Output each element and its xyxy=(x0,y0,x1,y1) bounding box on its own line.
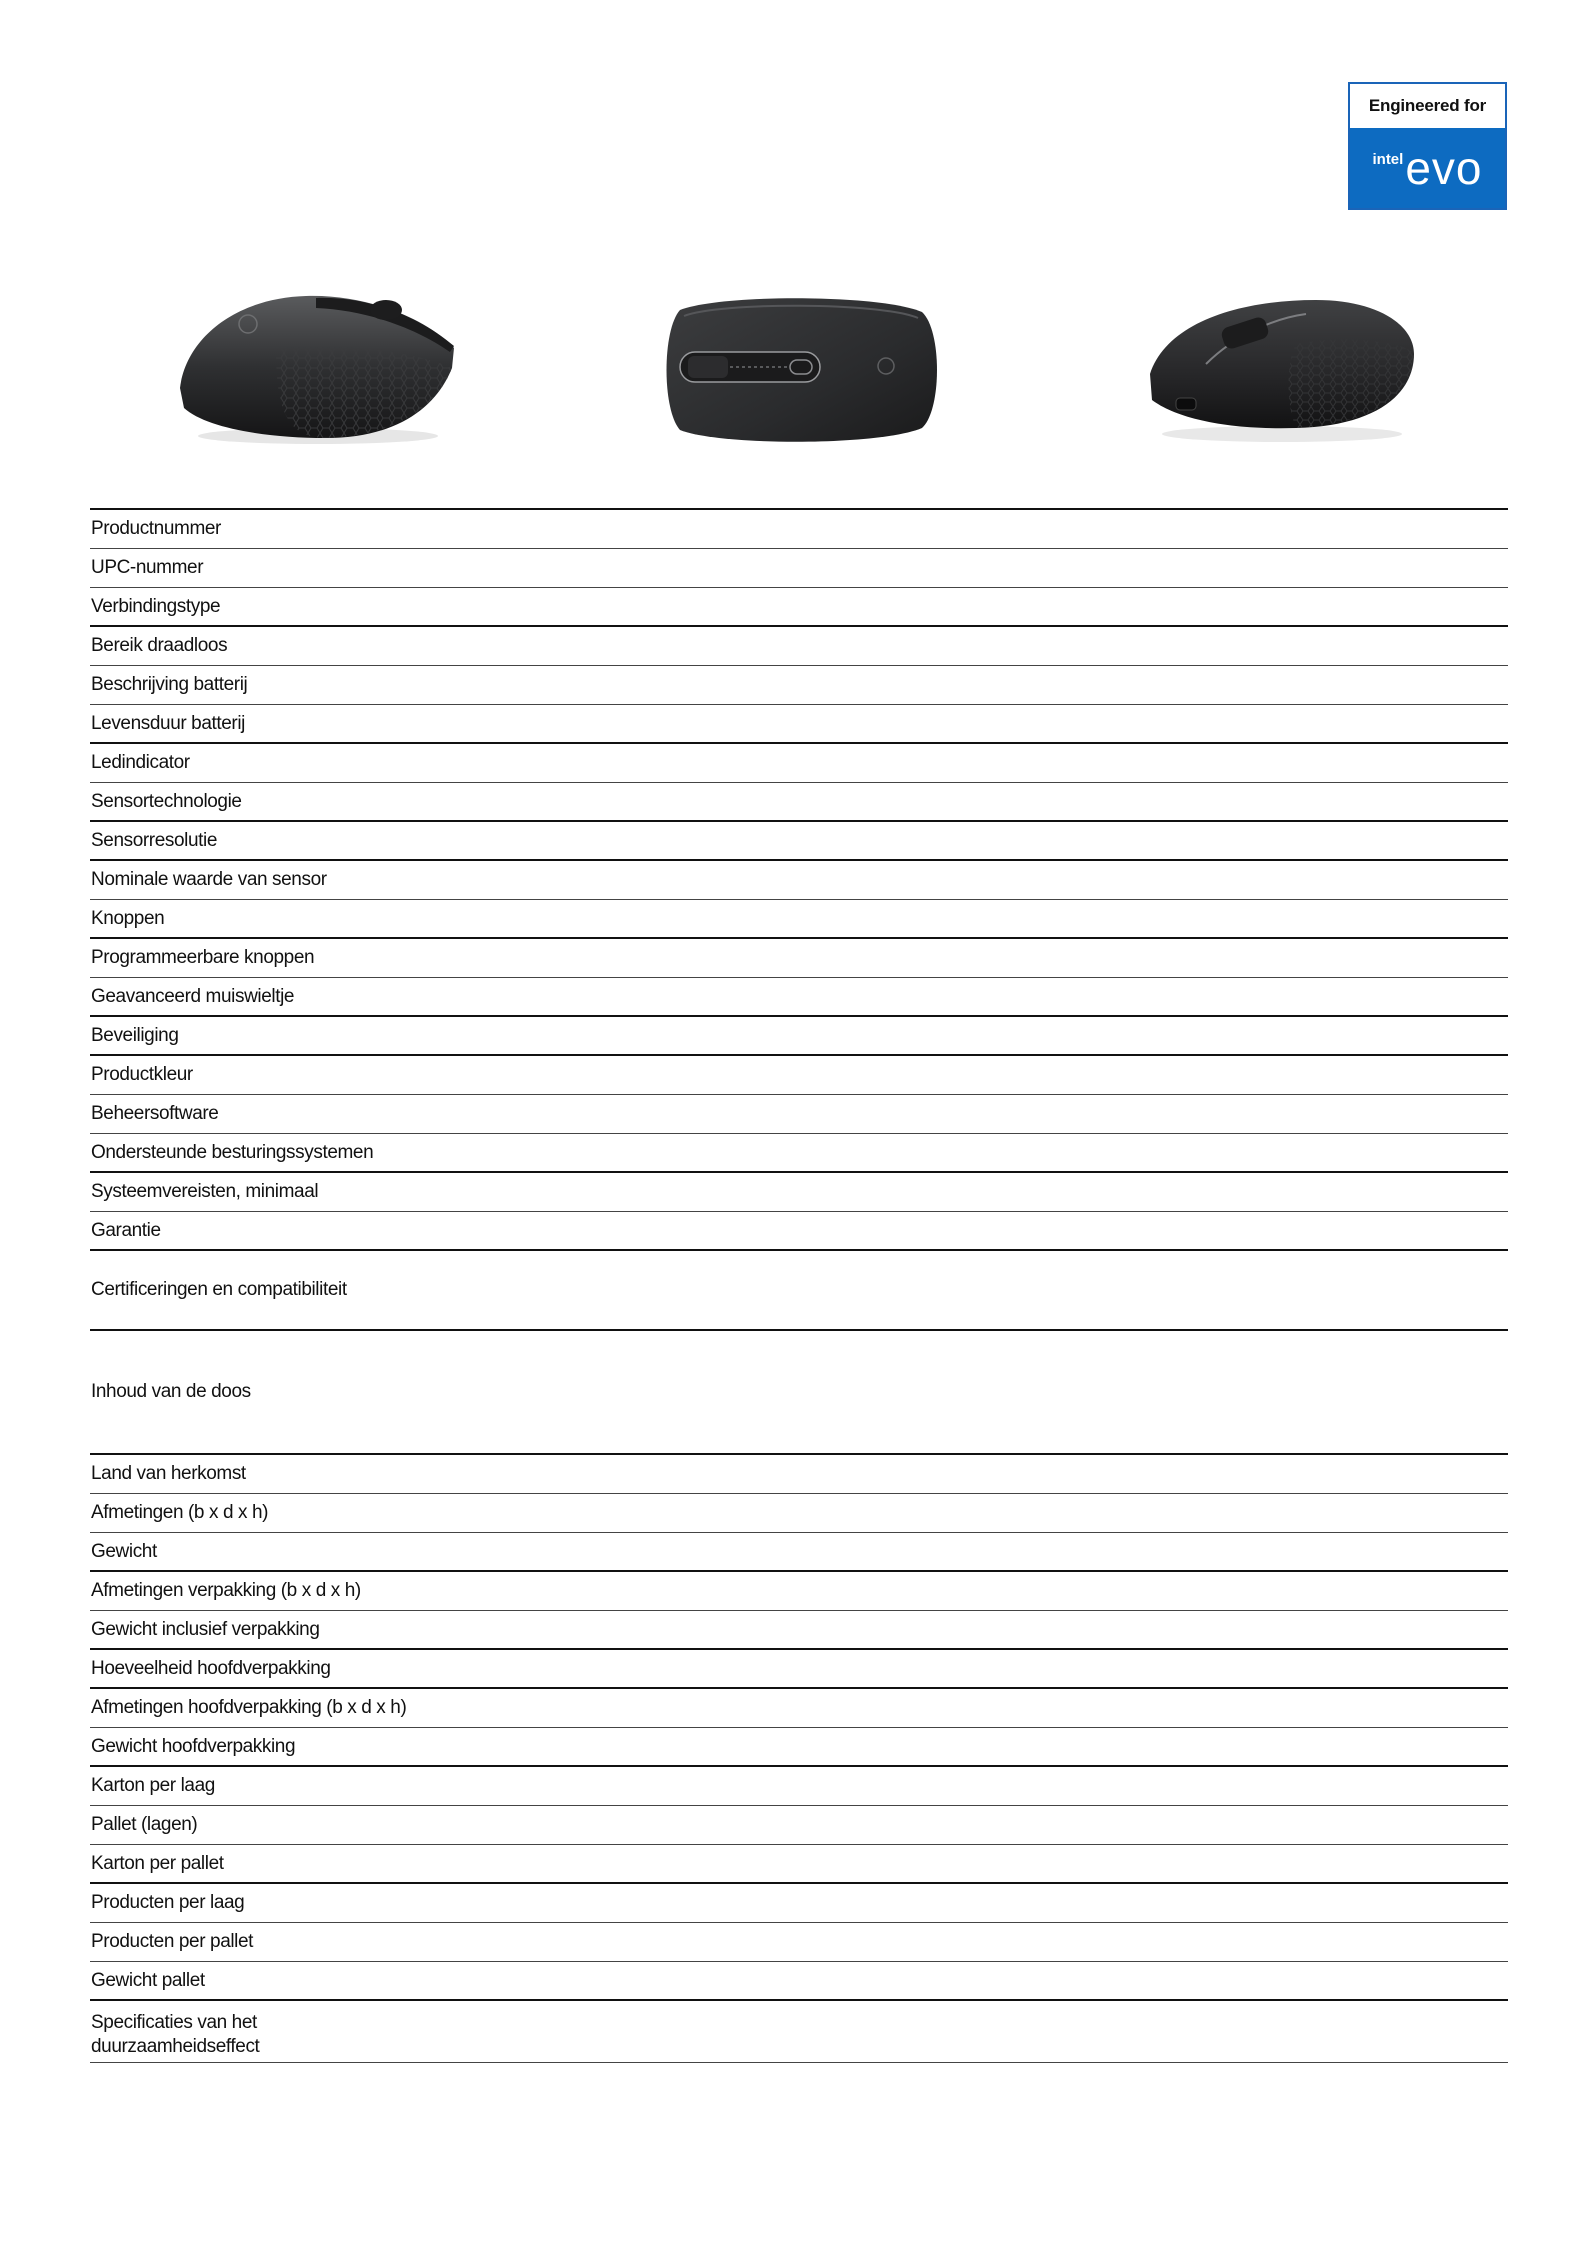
spec-label: Productnummer xyxy=(91,518,221,539)
badge-engineered-for: Engineered for xyxy=(1368,96,1487,115)
spec-row-producten-per-pallet xyxy=(90,1923,1508,1962)
badge-evo-text: evo xyxy=(1405,142,1483,194)
spec-label: Pallet (lagen) xyxy=(91,1814,198,1835)
spec-label: Garantie xyxy=(91,1219,161,1241)
spec-label: Gewicht pallet xyxy=(91,1969,205,1991)
badge-intel-text: intel xyxy=(1372,150,1404,168)
spec-row-producten-per-laag xyxy=(90,1884,1508,1923)
spec-row-bereik-draadloos xyxy=(90,627,1508,666)
spec-row-gewicht xyxy=(90,1533,1508,1572)
spec-label: Programmeerbare knoppen xyxy=(91,947,315,968)
spec-row-land-van-herkomst xyxy=(90,1455,1508,1494)
spec-label: Certificeringen en compatibiliteit xyxy=(91,1279,347,1300)
spec-label: Knoppen xyxy=(91,907,165,929)
spec-label: Karton per pallet xyxy=(91,1852,224,1874)
spec-row-productkleur xyxy=(90,1056,1508,1095)
spec-label: Producten per laag xyxy=(91,1892,245,1913)
spec-label: Producten per pallet xyxy=(91,1931,254,1952)
spec-row-gewicht-inclusief-verpakking xyxy=(90,1611,1508,1650)
spec-label: Afmetingen verpakking (b x d x h) xyxy=(91,1580,361,1601)
spec-label: Hoeveelheid hoofdverpakking xyxy=(91,1657,331,1679)
spec-row-nominale-waarde-van-sensor xyxy=(90,861,1508,900)
spec-row-ledindicator xyxy=(90,744,1508,783)
badge-brand xyxy=(1350,128,1505,208)
spec-row-verbindingstype xyxy=(90,588,1508,627)
spec-label: Geavanceerd muiswieltje xyxy=(91,985,295,1007)
spec-row-gewicht-hoofdverpakking xyxy=(90,1728,1508,1767)
spec-row-knoppen xyxy=(90,900,1508,939)
spec-row-productnummer xyxy=(90,510,1508,549)
spec-row-inhoud-van-de-doos xyxy=(90,1331,1508,1455)
spec-label: Systeemvereisten, minimaal xyxy=(91,1181,319,1202)
mouse-top-view-image xyxy=(660,290,940,450)
spec-row-sensortechnologie xyxy=(90,783,1508,822)
mouse-angled-view-image xyxy=(1146,294,1418,444)
spec-label: Gewicht hoofdverpakking xyxy=(91,1735,296,1757)
spec-row-garantie xyxy=(90,1212,1508,1251)
spec-label: Productkleur xyxy=(91,1064,193,1085)
spec-label: Inhoud van de doos xyxy=(91,1381,251,1402)
spec-label: Nominale waarde van sensor xyxy=(91,869,327,890)
spec-row-programmeerbare-knoppen xyxy=(90,939,1508,978)
spec-row-ondersteunde-besturingssystemen xyxy=(90,1134,1508,1173)
spec-row-sensorresolutie xyxy=(90,822,1508,861)
intel-evo-badge xyxy=(1348,82,1507,210)
spec-row-upc-nummer xyxy=(90,549,1508,588)
spec-row-hoeveelheid-hoofdverpakking xyxy=(90,1650,1508,1689)
spec-label: Afmetingen (b x d x h) xyxy=(91,1502,269,1523)
spec-row-karton-per-pallet xyxy=(90,1845,1508,1884)
spec-row-levensduur-batterij xyxy=(90,705,1508,744)
spec-label: Levensduur batterij xyxy=(91,712,246,734)
spec-label: Bereik draadloos xyxy=(91,635,228,656)
spec-row-gewicht-pallet xyxy=(90,1962,1508,2001)
spec-table xyxy=(90,508,1508,2063)
spec-row-afmetingen xyxy=(90,1494,1508,1533)
spec-label: Gewicht xyxy=(91,1540,157,1562)
spec-label: Beveiliging xyxy=(91,1024,179,1046)
spec-label: Afmetingen hoofdverpakking (b x d x h) xyxy=(91,1697,407,1718)
spec-label: Ledindicator xyxy=(91,752,190,773)
spec-label: UPC-nummer xyxy=(91,557,204,578)
spec-row-afmetingen-hoofdverpakking xyxy=(90,1689,1508,1728)
spec-label: Sensorresolutie xyxy=(91,829,218,851)
spec-row-beveiliging xyxy=(90,1017,1508,1056)
mouse-side-view-image xyxy=(176,288,460,448)
spec-label: Sensortechnologie xyxy=(91,790,242,812)
spec-row-afmetingen-verpakking xyxy=(90,1572,1508,1611)
product-images xyxy=(0,280,1589,460)
spec-row-geavanceerd-muiswieltje xyxy=(90,978,1508,1017)
spec-label: Beschrijving batterij xyxy=(91,674,248,695)
spec-row-specificaties-duurzaamheidseffect xyxy=(90,2001,1508,2063)
spec-row-pallet-lagen xyxy=(90,1806,1508,1845)
spec-row-systeemvereisten-minimaal xyxy=(90,1173,1508,1212)
spec-row-beheersoftware xyxy=(90,1095,1508,1134)
spec-label: Specificaties van het duurzaamheidseffect xyxy=(91,2012,260,2057)
spec-label: Karton per laag xyxy=(91,1775,215,1796)
spec-label: Gewicht inclusief verpakking xyxy=(91,1618,320,1640)
spec-label: Verbindingstype xyxy=(91,595,221,617)
spec-row-karton-per-laag xyxy=(90,1767,1508,1806)
spec-label: Land van herkomst xyxy=(91,1463,246,1484)
spec-row-certificeringen-en-compatibiliteit xyxy=(90,1251,1508,1331)
spec-label: Beheersoftware xyxy=(91,1103,219,1124)
spec-row-beschrijving-batterij xyxy=(90,666,1508,705)
spec-label: Ondersteunde besturingssystemen xyxy=(91,1141,374,1163)
